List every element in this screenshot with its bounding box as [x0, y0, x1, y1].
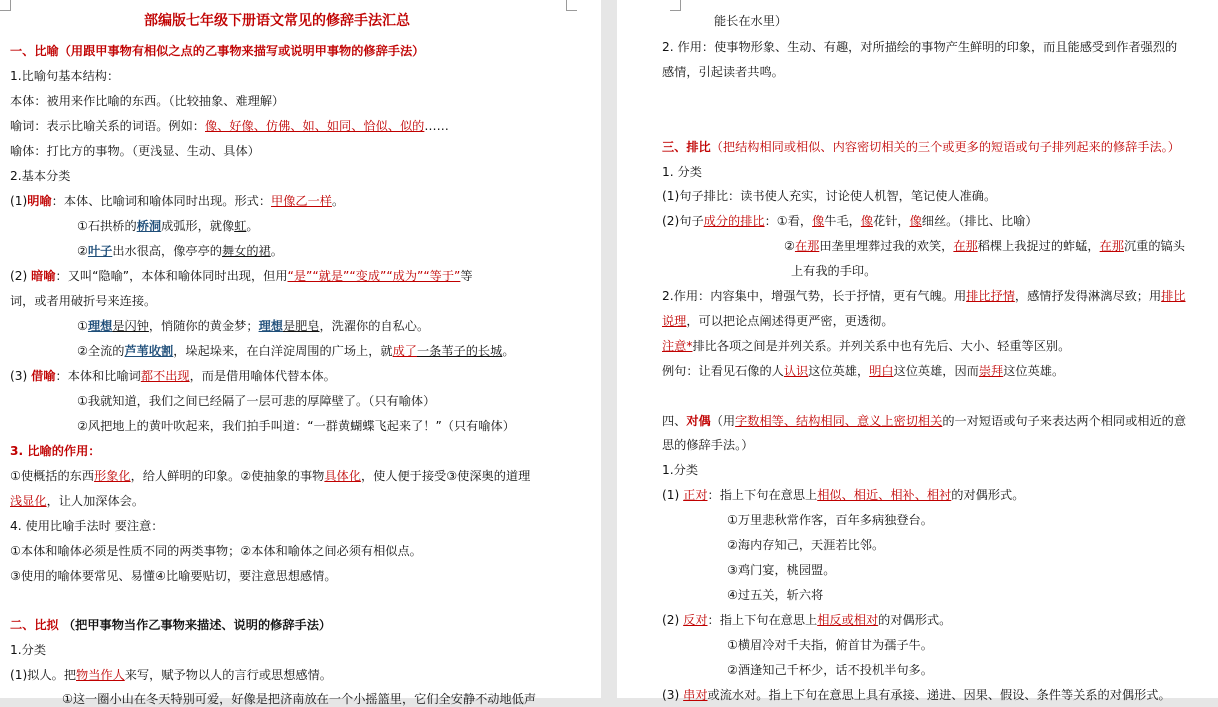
- s3-note-end: 排比各项之间是并列关系。并列关系中也有先后、大小、轻重等区别。: [692, 339, 1071, 353]
- s1-use1-b: 具体化: [324, 469, 361, 483]
- s1-an-e1-b: 是闪钟: [112, 319, 149, 333]
- s1-an-e2-c: 一条苇子的长城: [417, 344, 503, 358]
- section-4-heading: [662, 413, 1186, 429]
- s3-heading-types: 1. 分类: [662, 165, 702, 179]
- s1-ming-num: (1): [10, 194, 28, 208]
- s3-use-pre: 2.作用：内容集中，增强气势，长于抒情，更有气魄。用: [662, 289, 967, 303]
- s3-l3b: 上有我的手印。: [791, 264, 877, 278]
- s4-fan: [662, 612, 951, 628]
- document-page-right: [617, 0, 1218, 702]
- s1-use2-a: 浅显化: [10, 494, 47, 508]
- r-continuation: 能长在水里）: [714, 14, 788, 28]
- s1-yuci: [10, 118, 449, 134]
- s3-l2-b: 像: [812, 214, 825, 228]
- s1-ming-e1-end: 。: [246, 219, 259, 233]
- s1-ming-e2-pre: ②: [77, 244, 88, 258]
- section-2-def: （把甲事物当作乙事物来描述、说明的修辞手法）: [58, 618, 332, 632]
- s3-note: [662, 338, 1070, 354]
- section-3-def: （把结构相同或相似、内容密切相关的三个或更多的短语或句子排列起来的修辞手法。）: [710, 140, 1180, 154]
- s1-ming-e1-pre: ①石拱桥的: [77, 219, 137, 233]
- s4-f-pre: (2): [662, 613, 684, 627]
- section-4-name: 对偶: [686, 414, 711, 428]
- section-3-heading: [662, 139, 1180, 155]
- crop-mark-top-left: [670, 0, 681, 11]
- s1-an-e2-a: 芦苇收割: [124, 344, 174, 358]
- s1-yuci-pre: 喻词：表示比喻关系的词语。例如：: [10, 119, 205, 133]
- s1-an-e2-pre: ②全流的: [77, 344, 125, 358]
- s1-heading-notes: 4. 使用比喻手法时 要注意：: [10, 519, 164, 533]
- s3-note-a: 注意*: [662, 339, 693, 353]
- s3-ex-c: 明白: [869, 364, 894, 378]
- s1-jie-num: (3): [10, 369, 32, 383]
- s1-use2-end: ，让人加深体会。: [46, 494, 145, 508]
- s3-l2-a: 成分的排比: [703, 214, 765, 228]
- s3-l3-b: 田垄里埋葬过我的欢笑，: [819, 239, 954, 253]
- s4-f-a: 反对: [683, 613, 708, 627]
- s1-jie-example-1: ①我就知道，我们之间已经隔了一层可悲的厚障壁了。（只有喻体）: [77, 394, 436, 408]
- s3-l3-end: 沉重的镐头: [1124, 239, 1185, 253]
- s4-heading-types: 1.分类: [662, 463, 699, 477]
- s1-an-name: 暗喻: [31, 269, 56, 283]
- crop-mark-top-right: [566, 0, 577, 11]
- s3-l1: (1)句子排比：读书使人充实，讨论使人机智，笔记使人准确。: [662, 189, 997, 203]
- s1-heading-structure: 1.比喻句基本结构：: [10, 69, 120, 83]
- s4-f-example-2: ②酒逢知己千杯少，话不投机半句多。: [727, 663, 933, 677]
- s4-z-pre: (1): [662, 488, 684, 502]
- s1-ming: [10, 193, 344, 209]
- s1-an: [10, 268, 473, 284]
- s3-ex-b: 这位英雄，: [808, 364, 870, 378]
- s1-ming-desc: ：本体、比喻词和喻体同时出现。形式：: [51, 194, 272, 208]
- s1-yuci-words: 像、好像、仿佛、如、如同、恰似、似的: [205, 119, 425, 133]
- s3-use-mid: ，感情抒发得淋漓尽致；用: [1014, 289, 1162, 303]
- s4-c-pre: (3): [662, 688, 684, 702]
- s3-l2-c: 牛毛，: [824, 214, 861, 228]
- s3-use2-end: ，可以把论点阐述得更严密，更透彻。: [686, 314, 894, 328]
- document-title: 部编版七年级下册语文常见的修辞手法汇总: [144, 13, 410, 29]
- s1-an-desc-2: 词，或者用破折号来连接。: [10, 294, 157, 308]
- s3-l2-end: 细丝。（排比、比喻）: [921, 214, 1038, 228]
- section-4-def-pre: （用: [710, 414, 736, 428]
- s1-jie-desc: ：本体和比喻词: [55, 369, 141, 383]
- s1-ming-e2-mid: 出水很高，像亭亭的: [112, 244, 222, 258]
- s1-an-e2-mid: ，垛起垛来，在白洋淀周围的广场上，就: [173, 344, 393, 358]
- s1-an-desc: ：又叫“隐喻”，本体和喻体同时出现，但用: [55, 269, 288, 283]
- s1-an-e1-end: ，洗濯你的自私心。: [319, 319, 430, 333]
- s4-f-b: 相反或相对: [817, 613, 879, 627]
- s4-chuan: [662, 687, 1171, 703]
- s1-an-e1-pre: ①: [77, 319, 88, 333]
- s4-c-a: 串对: [683, 688, 708, 702]
- s1-ming-e2-end: 。: [270, 244, 283, 258]
- s1-an-e1-d: 是肥皂: [282, 319, 320, 333]
- s1-note-1: ①本体和喻体必须是性质不同的两类事物；②本体和喻体之间必须有相似点。: [10, 544, 422, 558]
- s1-use1-end: ，使人便于接受③使深奥的道理: [360, 469, 531, 483]
- s1-benti: 本体：被用来作比喻的东西。（比较抽象、难理解）: [10, 94, 285, 108]
- s2-ni: [10, 667, 332, 683]
- s3-l3-d: 稻棵上我捉过的蚱蜢，: [977, 239, 1100, 253]
- s1-an-e1-a: 理想: [87, 319, 113, 333]
- s3-use-b: 排比: [1161, 289, 1186, 303]
- s1-jie-example-2: ②风把地上的黄叶吹起来，我们拍手叫道：“一群黄蝴蝶飞起来了！”（只有喻体）: [77, 419, 515, 433]
- s4-z-a: 正对: [683, 488, 708, 502]
- s3-example: [662, 363, 1064, 379]
- s1-ming-e1-a: 桥洞: [136, 219, 162, 233]
- s3-l3-a: 在那: [794, 239, 820, 253]
- s2-ni-example-1: ①这一圈小山在冬天特别可爱，好像是把济南放在一个小摇篮里，它们全安静不动地低声: [62, 692, 537, 706]
- document-page-left: [0, 0, 601, 706]
- s3-l3-e: 在那: [1099, 239, 1124, 253]
- section-4-def-2: 思的修辞手法。）: [662, 438, 754, 452]
- s1-heading-usage: 3. 比喻的作用：: [10, 444, 101, 458]
- s3-ex-d: 这位英雄，因而: [893, 364, 979, 378]
- s4-z-example-2: ②海内存知己，天涯若比邻。: [727, 538, 885, 552]
- s1-an-end: 等: [460, 269, 473, 283]
- section-1-name: 比喻: [34, 44, 59, 58]
- section-2-heading: [10, 617, 331, 633]
- s1-an-e1-c: 理想: [258, 319, 283, 333]
- s1-jie-end: ，而是借用喻体代替本体。: [189, 369, 336, 383]
- s1-jie-name: 借喻: [31, 369, 56, 383]
- section-4-def-end: 的一对短语或句子来表达两个相同或相近的意: [942, 414, 1187, 428]
- s1-ming-form: 甲像乙一样: [271, 194, 332, 208]
- s2-ni-end: 来写，赋予物以人的言行或思想感情。: [124, 668, 332, 682]
- s3-ex-pre: 例句：让看见石像的人: [662, 364, 784, 378]
- section-2-num: 二、: [10, 618, 35, 632]
- s1-an-e1-mid: ，悄随你的黄金梦；: [148, 319, 259, 333]
- s4-z-example-4: ④过五关，斩六将: [727, 588, 824, 602]
- s1-ming-e1-mid: 成弧形，就像: [161, 219, 235, 233]
- s1-an-num: (2): [10, 269, 32, 283]
- s1-ming-e1-b: 虹: [234, 219, 247, 233]
- s3-l2-d: 像: [860, 214, 874, 228]
- s3-ex-a: 认识: [783, 364, 809, 378]
- s4-f-example-1: ①横眉冷对千夫指，俯首甘为孺子牛。: [727, 638, 933, 652]
- s1-use1-a: 形象化: [94, 469, 131, 483]
- s3-l3-pre: ②: [784, 239, 795, 253]
- s1-usage-2: [10, 493, 144, 509]
- s1-ming-example-2: [77, 243, 283, 259]
- s4-z-b: 相似、相近、相补、相衬: [817, 488, 952, 502]
- s3-use-a: 排比抒情: [966, 289, 1015, 303]
- section-1-num: 一、: [10, 44, 35, 58]
- s3-l3: [784, 238, 1185, 254]
- s1-ming-e2-a: 叶子: [87, 244, 113, 258]
- section-1-def: （用跟甲事物有相似之点的乙事物来描写或说明甲事物的修辞手法）: [58, 44, 425, 58]
- s3-usage-2: [662, 313, 894, 329]
- s1-use1-mid: ，给人鲜明的印象。②使抽象的事物: [130, 469, 325, 483]
- s1-yuti: 喻体：打比方的事物。（更浅显、生动、具体）: [10, 144, 260, 158]
- s4-z-mid: ：指上下句在意思上: [707, 488, 818, 502]
- section-3-name: 排比: [686, 140, 711, 154]
- s2-ni-words: 物当作人: [76, 668, 125, 682]
- section-4-num: 四、: [662, 414, 687, 428]
- s3-ex-e: 崇拜: [978, 364, 1004, 378]
- s1-ming-name: 明喻: [27, 194, 52, 208]
- s1-note-2: ③使用的喻体要常见、易懂④比喻要贴切，要注意思想感情。: [10, 569, 337, 583]
- s1-an-words: “是”“就是”“变成”“成为”“等于”: [287, 269, 461, 283]
- s4-z-example-3: ③鸡门宴，桃园盟。: [727, 563, 836, 577]
- s4-f-end: 的对偶形式。: [878, 613, 952, 627]
- s1-heading-types: 2.基本分类: [10, 169, 71, 183]
- section-2-name: 比拟: [34, 618, 59, 632]
- s1-jie-words: 都不出现: [140, 369, 190, 383]
- section-3-num: 三、: [662, 140, 687, 154]
- s1-an-e2-b: 成了: [392, 344, 417, 358]
- r-usage-2: 2. 作用：使事物形象、生动、有趣，对所描绘的事物产生鲜明的印象，而且能感受到作者强烈的: [662, 40, 1178, 54]
- s4-f-mid: ：指上下句在意思上: [707, 613, 818, 627]
- s4-zheng: [662, 487, 1024, 503]
- s1-use1-pre: ①使概括的东西: [10, 469, 95, 483]
- r-usage-2b: 感情，引起读者共鸣。: [662, 65, 784, 79]
- s2-heading-types: 1.分类: [10, 643, 47, 657]
- s3-l2-e: 花针，: [873, 214, 910, 228]
- s3-l2-mid: ：①看，: [764, 214, 813, 228]
- s1-usage-1: [10, 468, 530, 484]
- crop-mark-top-left: [0, 0, 11, 11]
- s1-an-e2-end: 。: [502, 344, 515, 358]
- s3-l3-c: 在那: [953, 239, 978, 253]
- section-4-def-a: 字数相等、结构相同、意义上密切相关: [735, 414, 943, 428]
- s1-ming-end: 。: [331, 194, 345, 208]
- s1-an-example-2: [77, 343, 515, 359]
- s3-l2-pre: (2)句子: [662, 214, 704, 228]
- s3-l2: [662, 213, 1038, 229]
- s4-z-end: 的对偶形式。: [951, 488, 1025, 502]
- s3-use2-a: 说理: [662, 314, 687, 328]
- s3-usage: [662, 288, 1186, 304]
- s3-l2-f: 像: [909, 214, 922, 228]
- s4-z-example-1: ①万里悲秋常作客，百年多病独登台。: [727, 513, 933, 527]
- s4-c-end: 或流水对。指上下句在意思上具有承接、递进、因果、假设、条件等关系的对偶形式。: [707, 688, 1171, 702]
- s1-ming-example-1: [77, 218, 259, 234]
- s3-ex-end: 这位英雄。: [1003, 364, 1065, 378]
- s1-an-example-1: [77, 318, 429, 334]
- s1-jie: [10, 368, 336, 384]
- s1-ming-e2-b: 舞女的裙: [222, 244, 271, 258]
- s1-yuci-post: ……: [424, 119, 449, 133]
- s2-ni-pre: (1)拟人。把: [10, 668, 77, 682]
- section-1-heading: [10, 43, 424, 59]
